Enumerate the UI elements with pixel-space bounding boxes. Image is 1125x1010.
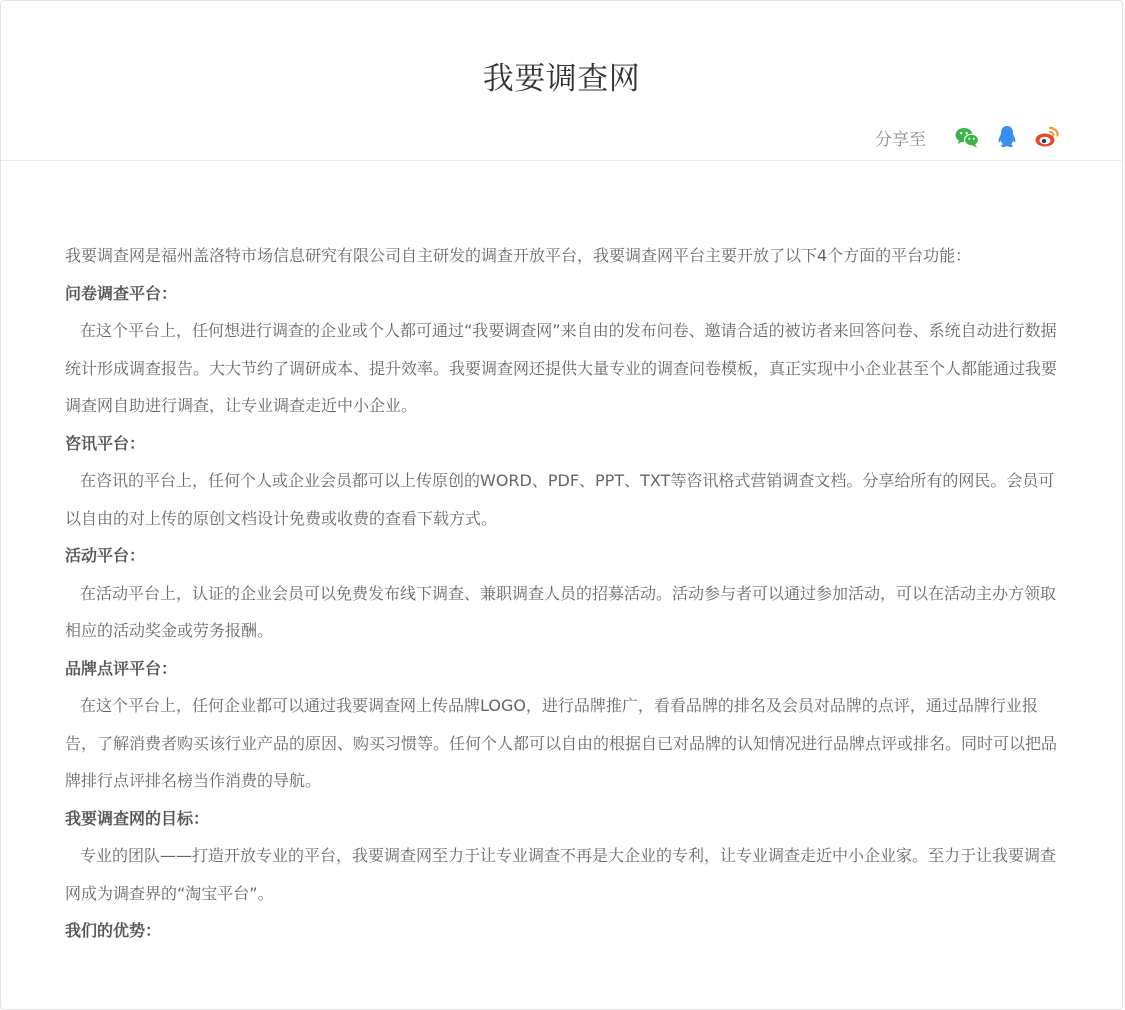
section-body-survey: 在这个平台上，任何想进行调查的企业或个人都可通过“我要调查网”来自由的发布问卷、邀请合适的被访者来回答问卷、系统自动进行数据统计形成调查报告。大大节约了调研成本、提升效率。我要调查网还提供大量专业的调查问卷模板，真正实现中小企业甚至个人都能通过我要调查网自助进行调查，让专业调查走近中小企业。 <box>65 321 1058 415</box>
article-header <box>1 1 1122 161</box>
section-body-goal: 专业的团队——打造开放专业的平台，我要调查网至力于让专业调查不再是大企业的专利，让专业调查走近中小企业家。至力于让我要调查网成为调查界的“淘宝平台”。 <box>65 846 1057 903</box>
section-heading-advantages: 我们的优势： <box>65 921 162 940</box>
section-heading-brand: 品牌点评平台： <box>65 658 178 678</box>
share-bar <box>875 123 1060 151</box>
section-body-news: 在咨讯的平台上，任何个人或企业会员都可以上传原创的WORD、PDF、PPT、TXT等咨讯格式营销调查文档。分享给所有的网民。会员可以自由的对上传的原创文档设计免费或收费的查看下载方式。 <box>65 471 1055 528</box>
section-heading-activity: 活动平台： <box>65 546 146 565</box>
page-title: 我要调查网 <box>482 61 641 97</box>
section-heading-goal: 我要调查网的目标： <box>65 808 210 828</box>
intro-paragraph: 我要调查网是福州盖洛特市场信息研究有限公司自主研发的调查开放平台，我要调查网平台主要开放了以下4个方面的平台功能： <box>65 246 972 265</box>
section-body-brand: 在这个平台上，任何企业都可以通过我要调查网上传品牌LOGO，进行品牌推广，看看品牌的排名及会员对品牌的点评，通过品牌行业报告，了解消费者购买该行业产品的原因、购买习惯等。任何个人都可以自由的根据自已对品牌的认知情况进行品牌点评或排名。同时可以把品牌排行点评排名榜当作消费的导航。 <box>65 696 1058 790</box>
section-heading-news: 咨讯平台： <box>65 433 146 453</box>
article-body <box>65 237 1065 950</box>
wechat-icon[interactable] <box>954 124 980 150</box>
section-body-activity: 在活动平台上，认证的企业会员可以免费发布线下调查、兼职调查人员的招募活动。活动参与者可以通过参加活动，可以在活动主办方领取相应的活动奖金或劳务报酬。 <box>65 583 1057 640</box>
share-label: 分享至 <box>875 129 926 150</box>
weibo-icon[interactable] <box>1034 124 1060 150</box>
qq-icon[interactable] <box>994 124 1020 150</box>
section-heading-survey: 问卷调查平台： <box>65 283 178 303</box>
